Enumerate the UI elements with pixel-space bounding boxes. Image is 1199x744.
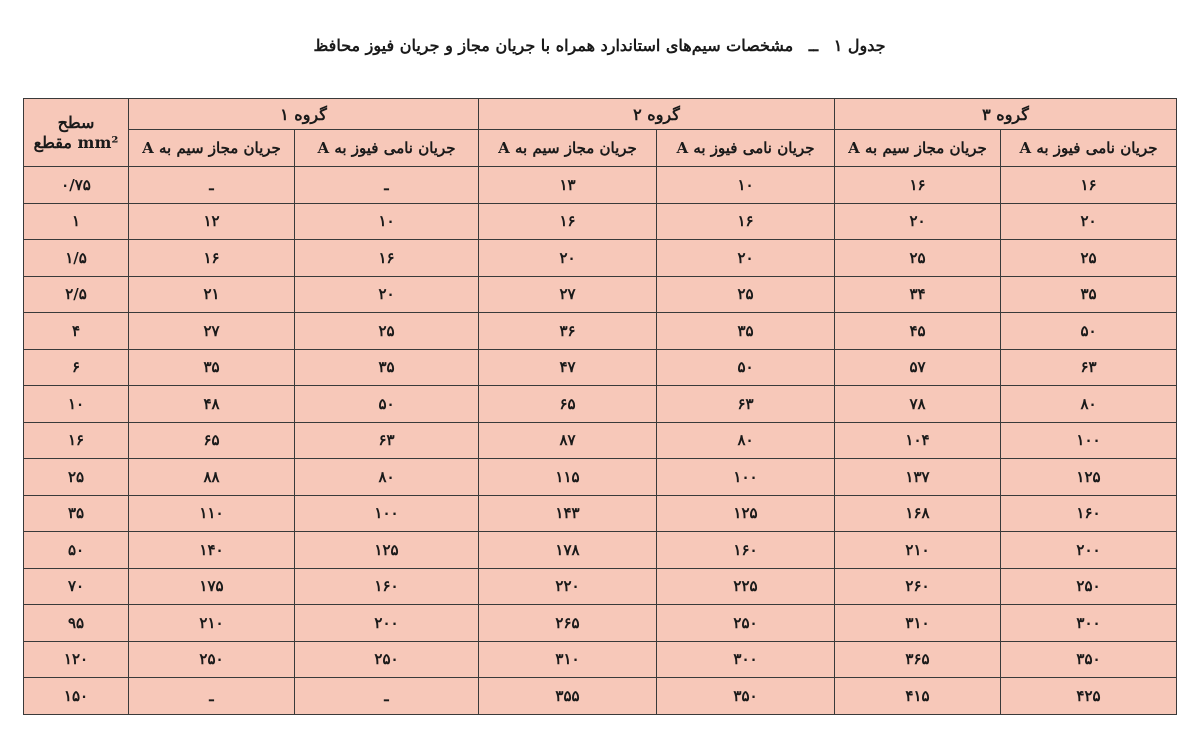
cell-g2-allowed: ۳۵۵ xyxy=(479,678,657,715)
cell-g3-fuse: ۲۵ xyxy=(1001,240,1177,277)
cell-g1-allowed: ۲۵۰ xyxy=(129,641,295,678)
header-group-3: گروه ۳ xyxy=(835,99,1177,130)
header-group-1: گروه ۱ xyxy=(129,99,479,130)
cell-g2-allowed: ۱۷۸ xyxy=(479,532,657,569)
cell-size: ۱۵۰ xyxy=(24,678,129,715)
cell-g2-fuse: ۱۶۰ xyxy=(657,532,835,569)
header-sub-row xyxy=(24,130,1177,167)
cell-g3-allowed: ۵۷ xyxy=(835,349,1001,386)
cell-g3-fuse: ۶۳ xyxy=(1001,349,1177,386)
cell-g3-fuse: ۳۰۰ xyxy=(1001,605,1177,642)
table-row xyxy=(24,240,1177,277)
cell-g2-allowed: ۲۲۰ xyxy=(479,568,657,605)
cell-g2-fuse: ۱۰ xyxy=(657,167,835,204)
cell-g2-fuse: ۸۰ xyxy=(657,422,835,459)
cell-g1-allowed: ۱۱۰ xyxy=(129,495,295,532)
cell-g1-fuse: ۱۶ xyxy=(295,240,479,277)
cell-g3-fuse: ۸۰ xyxy=(1001,386,1177,423)
cell-size: ۲/۵ xyxy=(24,276,129,313)
header-size xyxy=(24,99,129,167)
table-row xyxy=(24,641,1177,678)
header-g2-fuse: جریان نامی فیوز به A xyxy=(657,130,835,167)
cell-g2-fuse: ۱۲۵ xyxy=(657,495,835,532)
cell-g2-allowed: ۱۱۵ xyxy=(479,459,657,496)
cell-g3-allowed: ۱۶۸ xyxy=(835,495,1001,532)
cell-g2-allowed: ۱۴۳ xyxy=(479,495,657,532)
table-row xyxy=(24,203,1177,240)
header-g1-fuse: جریان نامی فیوز به A xyxy=(295,130,479,167)
cell-g3-allowed: ۱۰۴ xyxy=(835,422,1001,459)
cell-g3-fuse: ۳۵ xyxy=(1001,276,1177,313)
cell-g2-fuse: ۶۳ xyxy=(657,386,835,423)
table-body xyxy=(24,167,1177,715)
table-row xyxy=(24,495,1177,532)
cell-g1-fuse: ۱۶۰ xyxy=(295,568,479,605)
cell-g2-fuse: ۵۰ xyxy=(657,349,835,386)
cell-g1-fuse: ـ xyxy=(295,678,479,715)
cell-g2-fuse: ۳۵۰ xyxy=(657,678,835,715)
cell-g1-fuse: ۲۵۰ xyxy=(295,641,479,678)
cell-size: ۱۰ xyxy=(24,386,129,423)
header-g3-allowed: جریان مجاز سیم به A xyxy=(835,130,1001,167)
cell-g1-fuse: ۱۲۵ xyxy=(295,532,479,569)
caption-text: مشخصات سیم‌های استاندارد همراه با جریان مجاز و جریان فیوز محافظ xyxy=(313,36,794,55)
cell-size: ۱ xyxy=(24,203,129,240)
table-row xyxy=(24,276,1177,313)
table-row xyxy=(24,167,1177,204)
cell-g1-fuse: ۳۵ xyxy=(295,349,479,386)
cell-g3-allowed: ۲۱۰ xyxy=(835,532,1001,569)
cell-g1-fuse: ۱۰ xyxy=(295,203,479,240)
header-g3-fuse: جریان نامی فیوز به A xyxy=(1001,130,1177,167)
cell-g1-fuse: ۸۰ xyxy=(295,459,479,496)
cell-size: ۱۲۰ xyxy=(24,641,129,678)
caption-table-number: جدول ۱ xyxy=(833,36,886,55)
cell-g3-allowed: ۳۴ xyxy=(835,276,1001,313)
caption-dash: ــ xyxy=(808,36,819,55)
cell-g2-allowed: ۴۷ xyxy=(479,349,657,386)
cell-g3-fuse: ۲۵۰ xyxy=(1001,568,1177,605)
cell-g2-fuse: ۱۶ xyxy=(657,203,835,240)
cell-g3-allowed: ۲۶۰ xyxy=(835,568,1001,605)
cell-size: ۴ xyxy=(24,313,129,350)
cell-g2-allowed: ۲۷ xyxy=(479,276,657,313)
cell-g1-allowed: ـ xyxy=(129,167,295,204)
table-row xyxy=(24,532,1177,569)
table-row xyxy=(24,349,1177,386)
cell-g1-fuse: ۵۰ xyxy=(295,386,479,423)
cell-g2-allowed: ۶۵ xyxy=(479,386,657,423)
cell-g1-allowed: ۲۷ xyxy=(129,313,295,350)
cell-size: ۰/۷۵ xyxy=(24,167,129,204)
cell-g1-fuse: ۲۵ xyxy=(295,313,479,350)
cell-g3-fuse: ۱۲۵ xyxy=(1001,459,1177,496)
cell-size: ۳۵ xyxy=(24,495,129,532)
cell-g1-allowed: ۱۶ xyxy=(129,240,295,277)
cell-g3-fuse: ۱۶ xyxy=(1001,167,1177,204)
cell-g1-allowed: ۴۸ xyxy=(129,386,295,423)
table-row xyxy=(24,678,1177,715)
cell-g2-fuse: ۲۰ xyxy=(657,240,835,277)
header-size-line2: مقطع mm² xyxy=(33,132,119,152)
cell-g3-fuse: ۴۲۵ xyxy=(1001,678,1177,715)
cell-g2-allowed: ۲۰ xyxy=(479,240,657,277)
header-group-2: گروه ۲ xyxy=(479,99,835,130)
cell-size: ۲۵ xyxy=(24,459,129,496)
table-row xyxy=(24,386,1177,423)
cell-g3-fuse: ۱۰۰ xyxy=(1001,422,1177,459)
table-row xyxy=(24,422,1177,459)
cell-g2-allowed: ۲۶۵ xyxy=(479,605,657,642)
header-group-row xyxy=(24,99,1177,130)
table-row xyxy=(24,313,1177,350)
cell-g3-allowed: ۳۶۵ xyxy=(835,641,1001,678)
cell-g1-fuse: ـ xyxy=(295,167,479,204)
cell-g2-allowed: ۸۷ xyxy=(479,422,657,459)
cell-g1-allowed: ۲۱۰ xyxy=(129,605,295,642)
cell-g3-allowed: ۱۶ xyxy=(835,167,1001,204)
cell-size: ۶ xyxy=(24,349,129,386)
cell-g1-allowed: ۱۷۵ xyxy=(129,568,295,605)
cell-size: ۱/۵ xyxy=(24,240,129,277)
cell-size: ۷۰ xyxy=(24,568,129,605)
cell-g1-fuse: ۱۰۰ xyxy=(295,495,479,532)
cell-size: ۱۶ xyxy=(24,422,129,459)
cell-g2-fuse: ۳۵ xyxy=(657,313,835,350)
cell-g3-fuse: ۲۰۰ xyxy=(1001,532,1177,569)
cell-g1-fuse: ۲۰ xyxy=(295,276,479,313)
cell-g3-allowed: ۲۵ xyxy=(835,240,1001,277)
header-size-line1: سطح xyxy=(57,112,95,132)
table-caption xyxy=(0,36,1199,55)
cell-g1-fuse: ۶۳ xyxy=(295,422,479,459)
cell-size: ۹۵ xyxy=(24,605,129,642)
table-row xyxy=(24,568,1177,605)
cell-g1-allowed: ـ xyxy=(129,678,295,715)
cell-size: ۵۰ xyxy=(24,532,129,569)
cell-g3-fuse: ۵۰ xyxy=(1001,313,1177,350)
cell-g2-allowed: ۱۳ xyxy=(479,167,657,204)
cell-g1-allowed: ۱۲ xyxy=(129,203,295,240)
cell-g2-fuse: ۲۵۰ xyxy=(657,605,835,642)
cell-g2-allowed: ۳۶ xyxy=(479,313,657,350)
cell-g3-allowed: ۳۱۰ xyxy=(835,605,1001,642)
cell-g1-fuse: ۲۰۰ xyxy=(295,605,479,642)
header-g2-allowed: جریان مجاز سیم به A xyxy=(479,130,657,167)
cell-g1-allowed: ۱۴۰ xyxy=(129,532,295,569)
cell-g2-fuse: ۳۰۰ xyxy=(657,641,835,678)
wire-spec-table xyxy=(23,98,1177,715)
cell-g3-fuse: ۱۶۰ xyxy=(1001,495,1177,532)
table-row xyxy=(24,459,1177,496)
cell-g2-allowed: ۳۱۰ xyxy=(479,641,657,678)
cell-g2-fuse: ۲۲۵ xyxy=(657,568,835,605)
cell-g3-allowed: ۴۱۵ xyxy=(835,678,1001,715)
cell-g3-fuse: ۲۰ xyxy=(1001,203,1177,240)
table-row xyxy=(24,605,1177,642)
cell-g1-allowed: ۳۵ xyxy=(129,349,295,386)
cell-g2-fuse: ۱۰۰ xyxy=(657,459,835,496)
cell-g2-fuse: ۲۵ xyxy=(657,276,835,313)
cell-g2-allowed: ۱۶ xyxy=(479,203,657,240)
cell-g3-allowed: ۲۰ xyxy=(835,203,1001,240)
cell-g1-allowed: ۲۱ xyxy=(129,276,295,313)
cell-g1-allowed: ۶۵ xyxy=(129,422,295,459)
cell-g3-allowed: ۴۵ xyxy=(835,313,1001,350)
cell-g3-allowed: ۷۸ xyxy=(835,386,1001,423)
header-g1-allowed: جریان مجاز سیم به A xyxy=(129,130,295,167)
cell-g3-fuse: ۳۵۰ xyxy=(1001,641,1177,678)
cell-g3-allowed: ۱۳۷ xyxy=(835,459,1001,496)
cell-g1-allowed: ۸۸ xyxy=(129,459,295,496)
